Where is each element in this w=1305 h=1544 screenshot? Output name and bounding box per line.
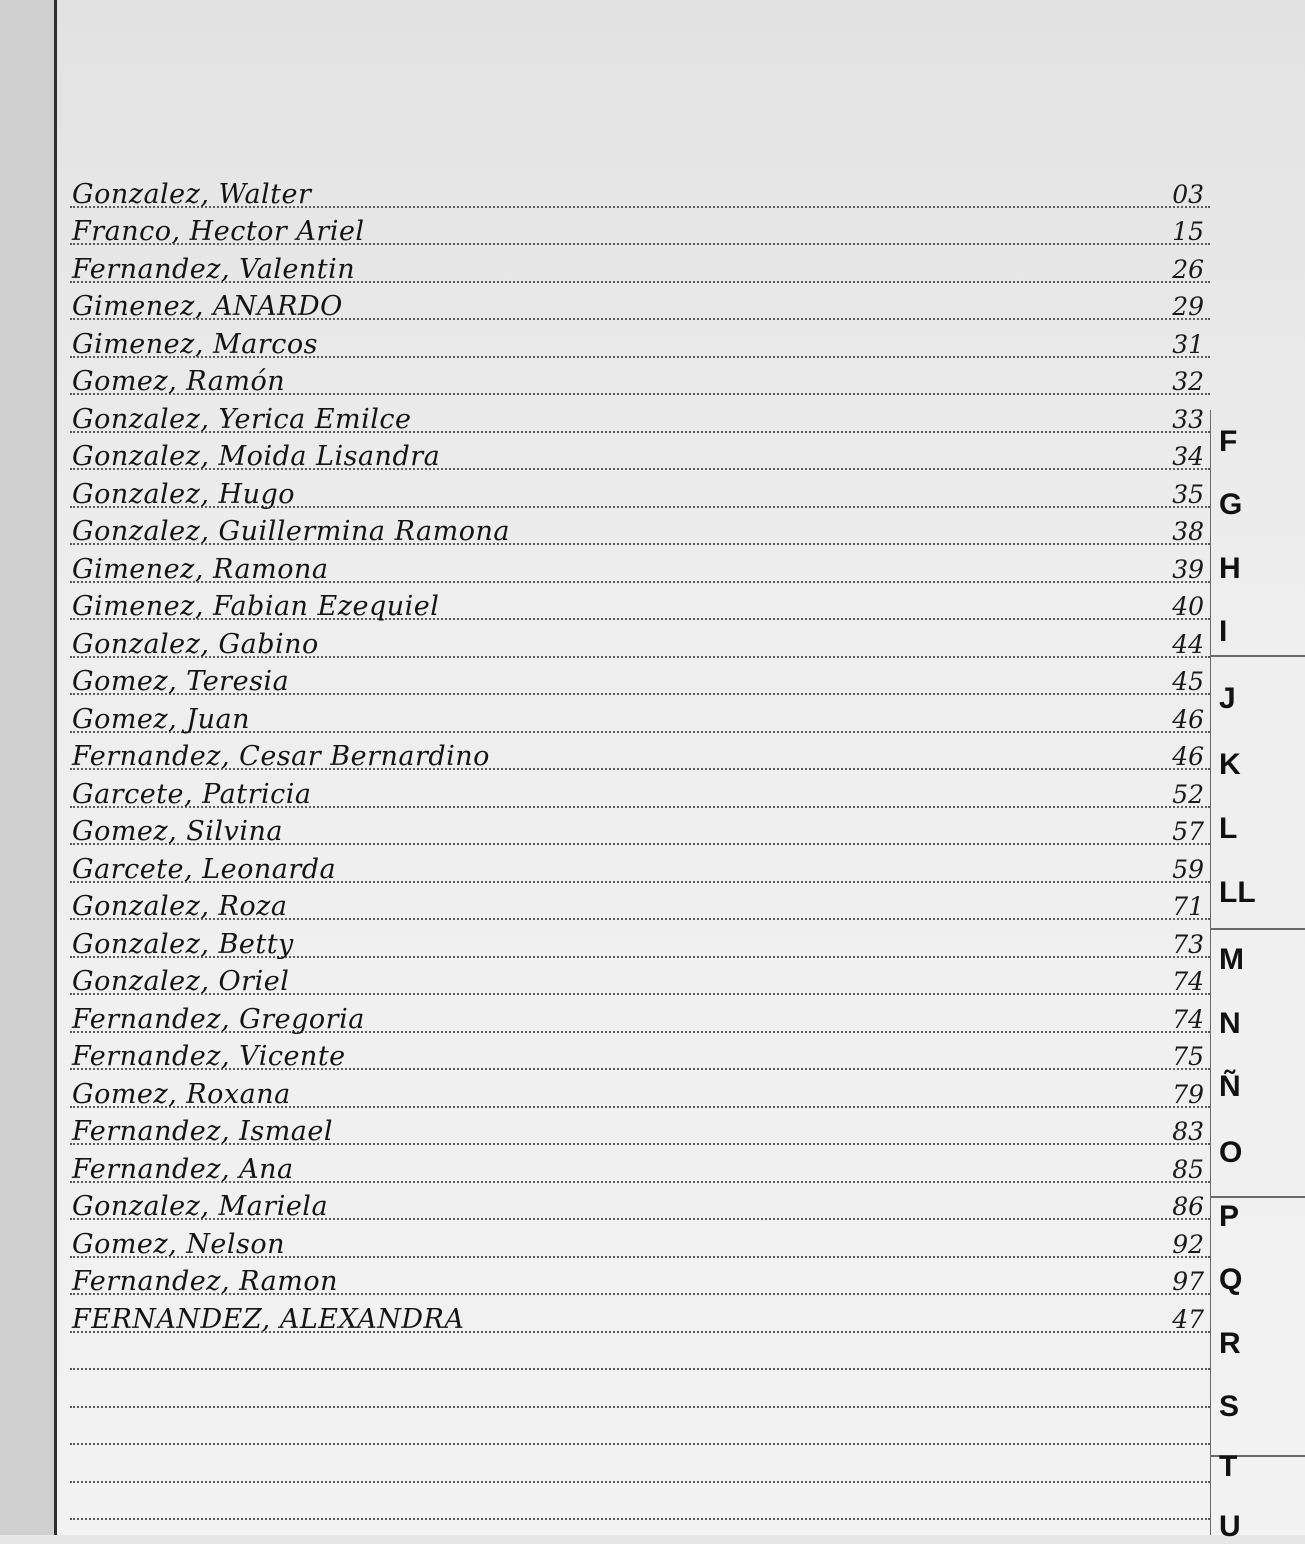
entry-number: 74 [1172, 1004, 1204, 1034]
entry-number: 39 [1172, 554, 1204, 584]
entry-name: Gonzalez, Guillermina Ramona [72, 516, 510, 547]
alphabet-index-tabs [1210, 410, 1305, 1543]
entry-number: 03 [1172, 179, 1204, 209]
entry-name: Fernandez, Vicente [72, 1041, 346, 1072]
entry-name: Gonzalez, Oriel [72, 966, 290, 997]
index-tab-o[interactable]: O [1219, 1136, 1243, 1169]
ledger-row [70, 995, 1210, 1033]
entry-name: Gomez, Nelson [72, 1228, 286, 1260]
entry-name: Gomez, Teresia [72, 666, 290, 697]
ledger-row [70, 358, 1210, 396]
index-tab-s[interactable]: S [1219, 1390, 1240, 1423]
entry-number: 26 [1172, 254, 1204, 284]
entry-number: 38 [1172, 517, 1204, 546]
index-tab-i[interactable]: I [1219, 615, 1228, 648]
blank-ruled-line [70, 1483, 1210, 1521]
entry-number: 86 [1172, 1192, 1204, 1221]
entry-name: FERNANDEZ, ALEXANDRA [72, 1303, 465, 1335]
entry-number: 83 [1172, 1117, 1204, 1146]
ledger-row [70, 545, 1210, 583]
entry-name: Fernandez, Gregoria [72, 1003, 365, 1035]
entry-name: Gonzalez, Betty [72, 928, 294, 960]
entry-number: 92 [1172, 1229, 1204, 1259]
index-tab-l[interactable]: L [1219, 812, 1238, 845]
ledger-row [70, 695, 1210, 733]
entry-number: 40 [1172, 592, 1204, 621]
index-tab-ñ[interactable]: Ñ [1219, 1070, 1241, 1103]
entry-number: 32 [1172, 367, 1204, 396]
ledger-row [70, 395, 1210, 433]
entry-number: 46 [1172, 742, 1204, 771]
ledger-row [70, 1108, 1210, 1146]
entry-name: Gonzalez, Gabino [72, 628, 319, 660]
index-tab-ll[interactable]: LL [1219, 876, 1256, 909]
entry-number: 45 [1172, 667, 1204, 696]
entry-number: 52 [1172, 779, 1204, 809]
entry-number: 75 [1172, 1042, 1204, 1071]
blank-ruled-line [70, 1333, 1210, 1371]
entry-number: 29 [1172, 292, 1204, 321]
entry-number: 33 [1172, 404, 1204, 434]
entry-number: 46 [1172, 704, 1204, 734]
ledger-row [70, 883, 1210, 921]
ledger-row [70, 1258, 1210, 1296]
index-tab-n[interactable]: N [1219, 1007, 1241, 1040]
index-tab-h[interactable]: H [1219, 552, 1241, 585]
tab-divider [1211, 1196, 1305, 1198]
entry-name: Gonzalez, Moida Lisandra [72, 441, 441, 472]
entry-name: Fernandez, Ana [72, 1153, 294, 1185]
ledger-row [70, 320, 1210, 358]
ledger-row [70, 658, 1210, 696]
entry-number: 74 [1172, 967, 1204, 996]
blank-ruled-line [70, 1370, 1210, 1408]
tab-divider [1211, 655, 1305, 657]
entry-name: Garcete, Patricia [72, 778, 312, 810]
tab-divider [1211, 928, 1305, 930]
index-tab-m[interactable]: M [1219, 943, 1244, 976]
ledger-row [70, 245, 1210, 283]
ledger-row [70, 433, 1210, 471]
ledger-row [70, 170, 1210, 208]
ledger-row [70, 1145, 1210, 1183]
entry-number: 59 [1172, 854, 1204, 884]
ledger-row [70, 770, 1210, 808]
entry-name: Gonzalez, Yerica Emilce [72, 403, 412, 435]
ledger-row [70, 1070, 1210, 1108]
index-tab-t[interactable]: T [1219, 1450, 1238, 1483]
entry-number: 85 [1172, 1154, 1204, 1184]
index-tab-p[interactable]: P [1219, 1200, 1240, 1233]
entry-number: 15 [1172, 217, 1204, 246]
entry-name: Gimenez, ANARDO [72, 291, 343, 322]
ledger-row [70, 1295, 1210, 1333]
entry-name: Fernandez, Cesar Bernardino [72, 741, 490, 772]
entry-name: Franco, Hector Ariel [72, 216, 365, 247]
left-margin-strip [0, 0, 54, 1535]
ledger-row [70, 470, 1210, 508]
index-tab-g[interactable]: G [1219, 488, 1243, 521]
ledger-row [70, 808, 1210, 846]
entry-number: 34 [1172, 442, 1204, 471]
ledger-entries [70, 170, 1210, 1520]
entry-name: Fernandez, Ramon [72, 1266, 338, 1297]
entry-name: Garcete, Leonarda [72, 853, 337, 885]
ledger-row [70, 620, 1210, 658]
ledger-row [70, 958, 1210, 996]
entry-name: Gomez, Ramón [72, 366, 286, 397]
ledger-row [70, 208, 1210, 246]
ledger-row [70, 1183, 1210, 1221]
entry-number: 47 [1172, 1304, 1204, 1334]
ledger-row [70, 583, 1210, 621]
entry-name: Gomez, Silvina [72, 816, 283, 847]
entry-name: Fernandez, Ismael [72, 1116, 334, 1147]
entry-name: Gomez, Roxana [72, 1078, 291, 1110]
ledger-row [70, 1033, 1210, 1071]
blank-ruled-line [70, 1408, 1210, 1446]
entry-name: Fernandez, Valentin [72, 253, 356, 285]
entry-number: 73 [1172, 929, 1204, 959]
blank-ruled-line [70, 1445, 1210, 1483]
entry-name: Gonzalez, Roza [72, 891, 288, 922]
entry-name: Gomez, Juan [72, 703, 250, 735]
entry-name: Gonzalez, Walter [72, 178, 312, 210]
entry-number: 71 [1172, 892, 1204, 921]
entry-number: 97 [1172, 1267, 1204, 1296]
entry-number: 57 [1172, 817, 1204, 846]
entry-number: 79 [1172, 1079, 1204, 1109]
index-tab-q[interactable]: Q [1219, 1263, 1243, 1296]
index-tab-k[interactable]: K [1219, 748, 1241, 781]
index-tab-f[interactable]: F [1219, 425, 1238, 458]
entry-number: 31 [1172, 329, 1204, 359]
index-tab-j[interactable]: J [1219, 682, 1236, 715]
entry-number: 44 [1172, 629, 1204, 659]
ledger-row [70, 920, 1210, 958]
ledger-row [70, 283, 1210, 321]
entry-name: Gimenez, Ramona [72, 553, 329, 585]
entry-number: 35 [1172, 479, 1204, 509]
entry-name: Gonzalez, Hugo [72, 478, 296, 510]
entry-name: Gimenez, Marcos [72, 328, 318, 360]
entry-name: Gimenez, Fabian Ezequiel [72, 591, 440, 622]
ledger-row [70, 845, 1210, 883]
ledger-row [70, 508, 1210, 546]
index-tab-u[interactable]: U [1219, 1510, 1241, 1543]
ledger-row [70, 733, 1210, 771]
ledger-row [70, 1220, 1210, 1258]
index-tab-r[interactable]: R [1219, 1327, 1241, 1360]
entry-name: Gonzalez, Mariela [72, 1191, 329, 1222]
